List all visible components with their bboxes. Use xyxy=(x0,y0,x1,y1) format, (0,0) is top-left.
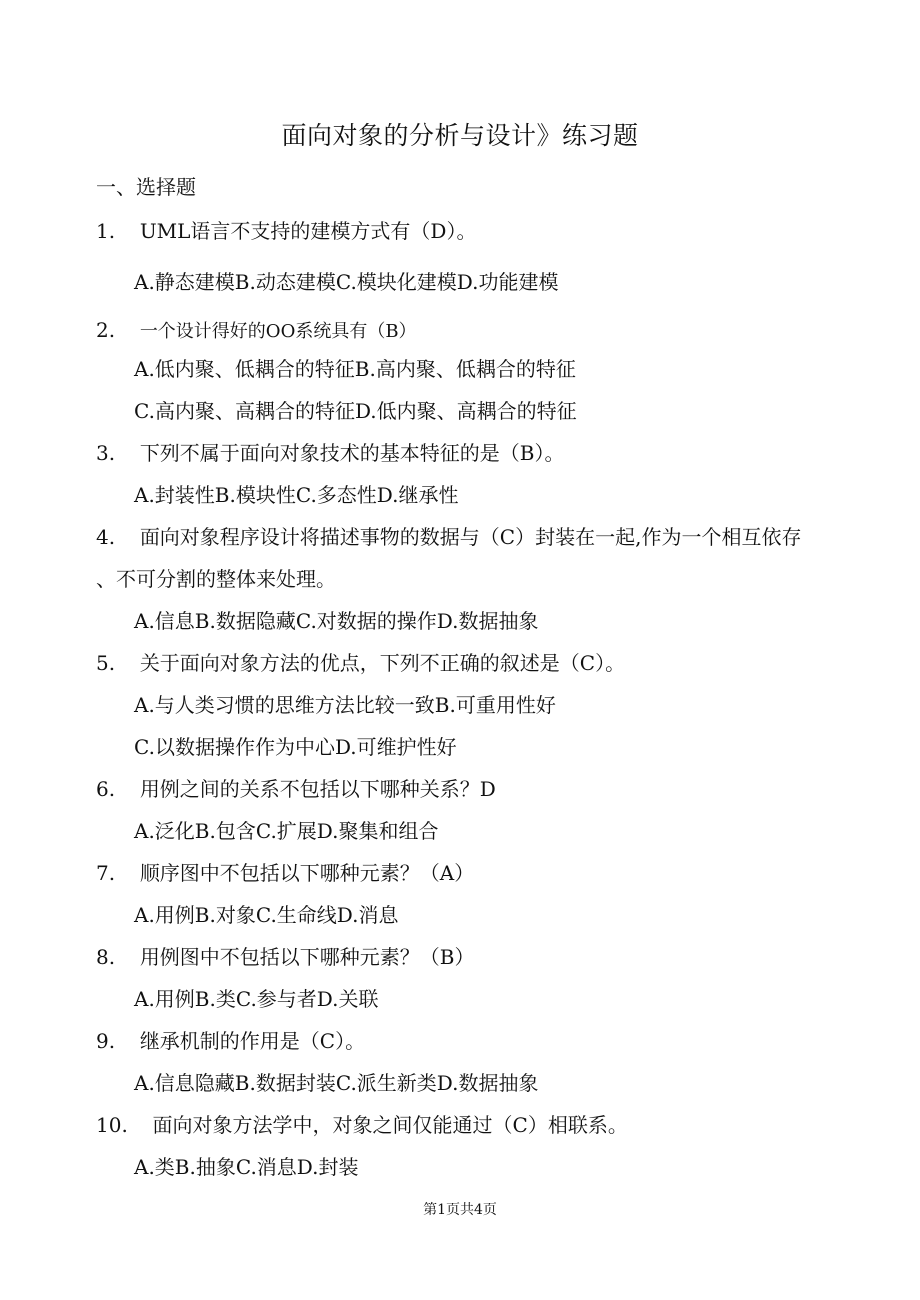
question-9-options: A.信息隐藏B.数据封装C.派生新类D.数据抽象 xyxy=(134,1071,539,1095)
question-9 xyxy=(96,1028,365,1054)
question-1 xyxy=(96,218,476,244)
question-text: 关于面向对象方法的优点，下列不正确的叙述是（C）。 xyxy=(139,651,626,675)
document-title: 面向对象的分析与设计》练习题 xyxy=(281,121,639,150)
question-3-options: A.封装性B.模块性C.多态性D.继承性 xyxy=(134,483,459,507)
question-text: 面向对象方法学中，对象之间仅能通过（C）相联系。 xyxy=(152,1113,628,1137)
question-number: 1. xyxy=(96,219,116,243)
question-6 xyxy=(96,776,496,802)
section-heading: 一、选择题 xyxy=(96,175,196,199)
question-5 xyxy=(96,650,625,676)
question-2-options-line-1: A.低内聚、低耦合的特征B.高内聚、低耦合的特征 xyxy=(134,357,576,381)
question-2 xyxy=(96,317,417,345)
question-7 xyxy=(96,860,474,886)
question-8 xyxy=(96,944,475,970)
question-number: 6. xyxy=(96,777,116,801)
question-number: 7. xyxy=(96,861,116,885)
question-text: 用例之间的关系不包括以下哪种关系？D xyxy=(139,777,496,801)
question-number: 3. xyxy=(96,441,116,465)
question-2-options-line-2: C.高内聚、高耦合的特征D.低内聚、高耦合的特征 xyxy=(134,399,577,423)
question-5-options-line-2: C.以数据操作作为中心D.可维护性好 xyxy=(134,735,457,759)
question-text: 面向对象程序设计将描述事物的数据与（C）封装在一起,作为一个相互依存 xyxy=(139,525,802,549)
question-text: 顺序图中不包括以下哪种元素？（A） xyxy=(139,861,475,885)
question-text: 下列不属于面向对象技术的基本特征的是（B）。 xyxy=(139,441,565,465)
question-10 xyxy=(96,1112,628,1138)
question-4-continuation: 、不可分割的整体来处理。 xyxy=(96,567,336,591)
question-number: 4. xyxy=(96,525,116,549)
question-number: 8. xyxy=(96,945,116,969)
page-footer: 第1页共4页 xyxy=(423,1202,497,1218)
question-text: UML语言不支持的建模方式有（D）。 xyxy=(139,219,477,243)
question-8-options: A.用例B.类C.参与者D.关联 xyxy=(134,987,379,1011)
question-text: 一个设计得好的OO系统具有（B） xyxy=(139,321,417,342)
question-3 xyxy=(96,440,565,466)
question-4 xyxy=(96,524,801,550)
question-5-options-line-1: A.与人类习惯的思维方法比较一致B.可重用性好 xyxy=(134,693,556,717)
question-number: 10. xyxy=(96,1113,128,1137)
question-number: 9. xyxy=(96,1029,116,1053)
question-4-options: A.信息B.数据隐藏C.对数据的操作D.数据抽象 xyxy=(134,609,539,633)
question-10-options: A.类B.抽象C.消息D.封装 xyxy=(134,1155,359,1179)
question-1-options: A.静态建模B.动态建模C.模块化建模D.功能建模 xyxy=(134,270,559,294)
question-6-options: A.泛化B.包含C.扩展D.聚集和组合 xyxy=(134,819,439,843)
question-7-options: A.用例B.对象C.生命线D.消息 xyxy=(134,903,399,927)
question-number: 2. xyxy=(96,318,116,342)
question-text: 用例图中不包括以下哪种元素？（B） xyxy=(139,945,475,969)
question-number: 5. xyxy=(96,651,116,675)
question-text: 继承机制的作用是（C）。 xyxy=(139,1029,366,1053)
